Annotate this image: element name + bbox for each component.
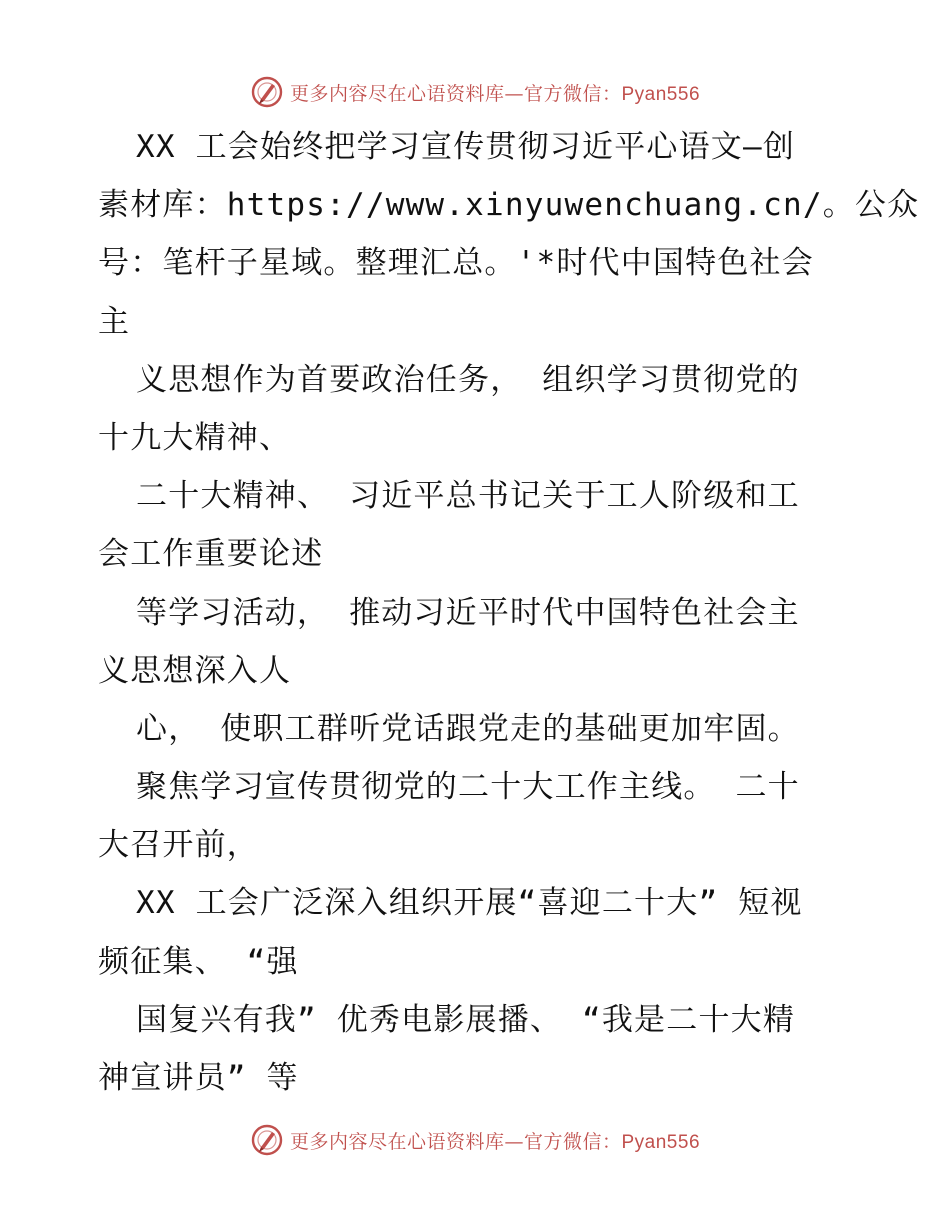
body-line: 义思想作为首要政治任务， 组织学习贯彻党的 [136,361,800,398]
body-line: 二十大精神、 习近平总书记关于工人阶级和工 [136,478,800,515]
watermark-text: 更多内容尽在心语资料库—官方微信：Pyan556 [289,1130,701,1153]
body-line: 十九大精神、 [98,419,292,456]
header-watermark [0,72,950,112]
body-line: 号：笔杆子星域。整理汇总。'*时代中国特色社会 [98,245,814,282]
body-line: XX 工会广泛深入组织开展“喜迎二十大” 短视 [136,885,803,922]
body-line: XX 工会始终把学习宣传贯彻习近平心语文—创 [136,129,796,165]
body-line: 主 [98,303,131,340]
body-line: 聚焦学习宣传贯彻党的二十大工作主线。 二十 [136,769,800,806]
body-line: 义思想深入人 [98,652,292,689]
document-body [98,118,920,1107]
body-line: 神宣讲员” 等 [98,1060,299,1096]
body-line: 素材库：https://www.xinyuwenchuang.cn/。公众 [98,187,920,224]
watermark-text: 更多内容尽在心语资料库—官方微信：Pyan556 [289,82,701,105]
pen-seal-logo-icon [250,75,284,109]
body-line: 国复兴有我” 优秀电影展播、 “我是二十大精 [136,1001,796,1038]
body-line: 心， 使职工群听党话跟党走的基础更加牢固。 [136,710,800,747]
footer-watermark [0,1120,950,1160]
pen-seal-logo-icon [250,1123,284,1157]
body-line: 频征集、 “强 [98,943,299,980]
body-line: 大召开前， [98,827,259,864]
body-line: 等学习活动， 推动习近平时代中国特色社会主 [136,594,800,631]
body-line: 会工作重要论述 [98,536,324,573]
